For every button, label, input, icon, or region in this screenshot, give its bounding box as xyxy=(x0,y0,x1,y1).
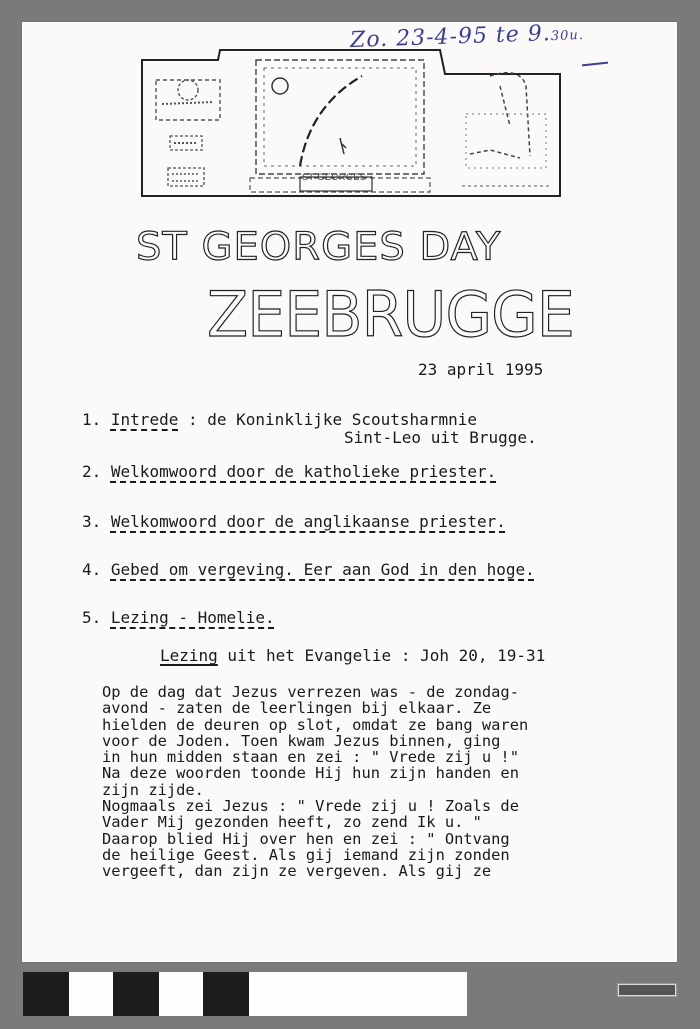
calibration-patch-black xyxy=(113,972,159,1016)
item-number: 5. xyxy=(82,608,102,627)
item-title: Intrede xyxy=(110,410,179,429)
program-item-1 xyxy=(82,410,477,429)
item-title: Lezing - Homelie. xyxy=(110,608,275,627)
program-item-2 xyxy=(82,462,496,481)
item-number: 1. xyxy=(82,410,102,429)
program-item-5 xyxy=(82,608,275,627)
archive-barcode-label xyxy=(618,984,676,996)
passage-line: de heilige Geest. Als gij iemand zijn zonden xyxy=(102,845,510,864)
title-line-1 xyxy=(136,225,501,269)
title-line-2-text: ZEEBRUGGE xyxy=(207,278,574,351)
scan-calibration-bar xyxy=(23,972,467,1016)
calibration-patch-white-long xyxy=(249,972,467,1016)
passage-line: voor de Joden. Toen kwam Jezus binnen, ging xyxy=(102,731,501,750)
item-separator: : xyxy=(178,410,208,429)
program-item-3 xyxy=(82,512,506,531)
reading-heading-underlined: Lezing xyxy=(160,646,218,665)
program-item-1-continuation: Sint-Leo uit Brugge. xyxy=(344,428,537,447)
passage-line: zijn zijde. xyxy=(102,780,204,799)
reading-heading-rest: uit het Evangelie : Joh 20, 19-31 xyxy=(217,646,546,665)
passage-line: Vader Mij gezonden heeft, zo zend Ik u. " xyxy=(102,813,482,832)
item-text: de Koninklijke Scoutsharmnie xyxy=(207,410,477,429)
calibration-patch-black xyxy=(23,972,69,1016)
title-line-2 xyxy=(207,278,574,351)
item-title: Welkomwoord door de anglikaanse priester. xyxy=(110,512,506,531)
item-number: 4. xyxy=(82,560,102,579)
logo-caption: ST GEORGES xyxy=(302,172,367,182)
passage-line: Na deze woorden toonde Hij hun zijn handen en xyxy=(102,764,519,783)
passage-line: Daarop blied Hij over hen en zei : " Ontvang xyxy=(102,829,510,848)
passage-line: avond - zaten de leerlingen bij elkaar. Ze xyxy=(102,699,492,718)
reading-heading xyxy=(160,646,545,665)
passage-line: Nogmaals zei Jezus : " Vrede zij u ! Zoals de xyxy=(102,797,519,816)
event-date: 23 april 1995 xyxy=(418,360,544,379)
handwritten-main: Zo. 23-4-95 te 9. xyxy=(349,21,552,54)
title-line-1-text: ST GEORGES DAY xyxy=(136,225,502,269)
passage-line: vergeeft, dan zijn ze vergeven. Als gij ze xyxy=(102,862,492,881)
passage-line: in hun midden staan en zei : " Vrede zij u !" xyxy=(102,748,519,767)
calibration-patch-white xyxy=(159,972,203,1016)
passage-line: hielden de deuren op slot, omdat ze bang waren xyxy=(102,715,529,734)
item-title: Gebed om vergeving. Eer aan God in den hoge. xyxy=(110,560,535,579)
program-item-4 xyxy=(82,560,535,579)
passage-line: Op de dag dat Jezus verrezen was - de zondag- xyxy=(102,683,519,701)
calibration-patch-white xyxy=(69,972,113,1016)
handwritten-suffix: 30u. xyxy=(550,27,585,45)
item-title: Welkomwoord door de katholieke priester. xyxy=(110,462,497,481)
item-number: 3. xyxy=(82,512,102,531)
gospel-passage xyxy=(102,684,528,880)
item-number: 2. xyxy=(82,462,102,481)
calibration-patch-black xyxy=(203,972,249,1016)
